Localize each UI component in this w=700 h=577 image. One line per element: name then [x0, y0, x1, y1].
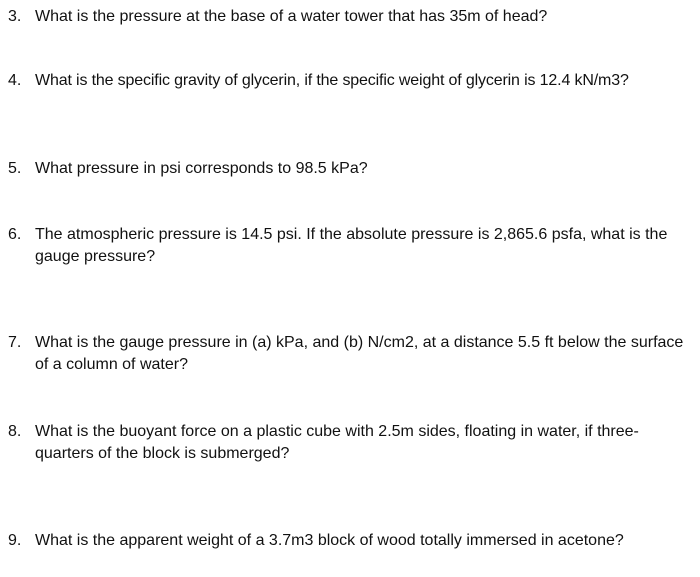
- question-item: [8, 530, 696, 552]
- question-number: 6.: [8, 226, 22, 243]
- question-item: [8, 224, 696, 268]
- question-item: [8, 70, 696, 92]
- question-text: What is the pressure at the base of a water tower that has 35m of head?: [35, 8, 548, 25]
- question-text: What is the gauge pressure in (a) kPa, and (b) N/cm2, at a distance 5.5 ft below the surface of a column of water?: [35, 334, 684, 373]
- question-item: [8, 158, 696, 180]
- question-text: What pressure in psi corresponds to 98.5 kPa?: [35, 160, 368, 177]
- question-text: What is the buoyant force on a plastic cube with 2.5m sides, floating in water, if three-quarters of the block is submerged?: [35, 423, 639, 462]
- question-number: 4.: [8, 72, 22, 89]
- question-item: [8, 421, 696, 465]
- question-text: What is the specific gravity of glycerin, if the specific weight of glycerin is 12.4 kN/m3?: [35, 72, 629, 89]
- question-text: What is the apparent weight of a 3.7m3 block of wood totally immersed in acetone?: [35, 532, 624, 549]
- question-item: [8, 332, 696, 376]
- question-number: 9.: [8, 532, 22, 549]
- question-number: 7.: [8, 334, 22, 351]
- question-number: 5.: [8, 160, 22, 177]
- question-item: [8, 6, 696, 28]
- question-number: 3.: [8, 8, 22, 25]
- question-number: 8.: [8, 423, 22, 440]
- question-text: The atmospheric pressure is 14.5 psi. If the absolute pressure is 2,865.6 psfa, what is the gauge pressure?: [35, 226, 668, 265]
